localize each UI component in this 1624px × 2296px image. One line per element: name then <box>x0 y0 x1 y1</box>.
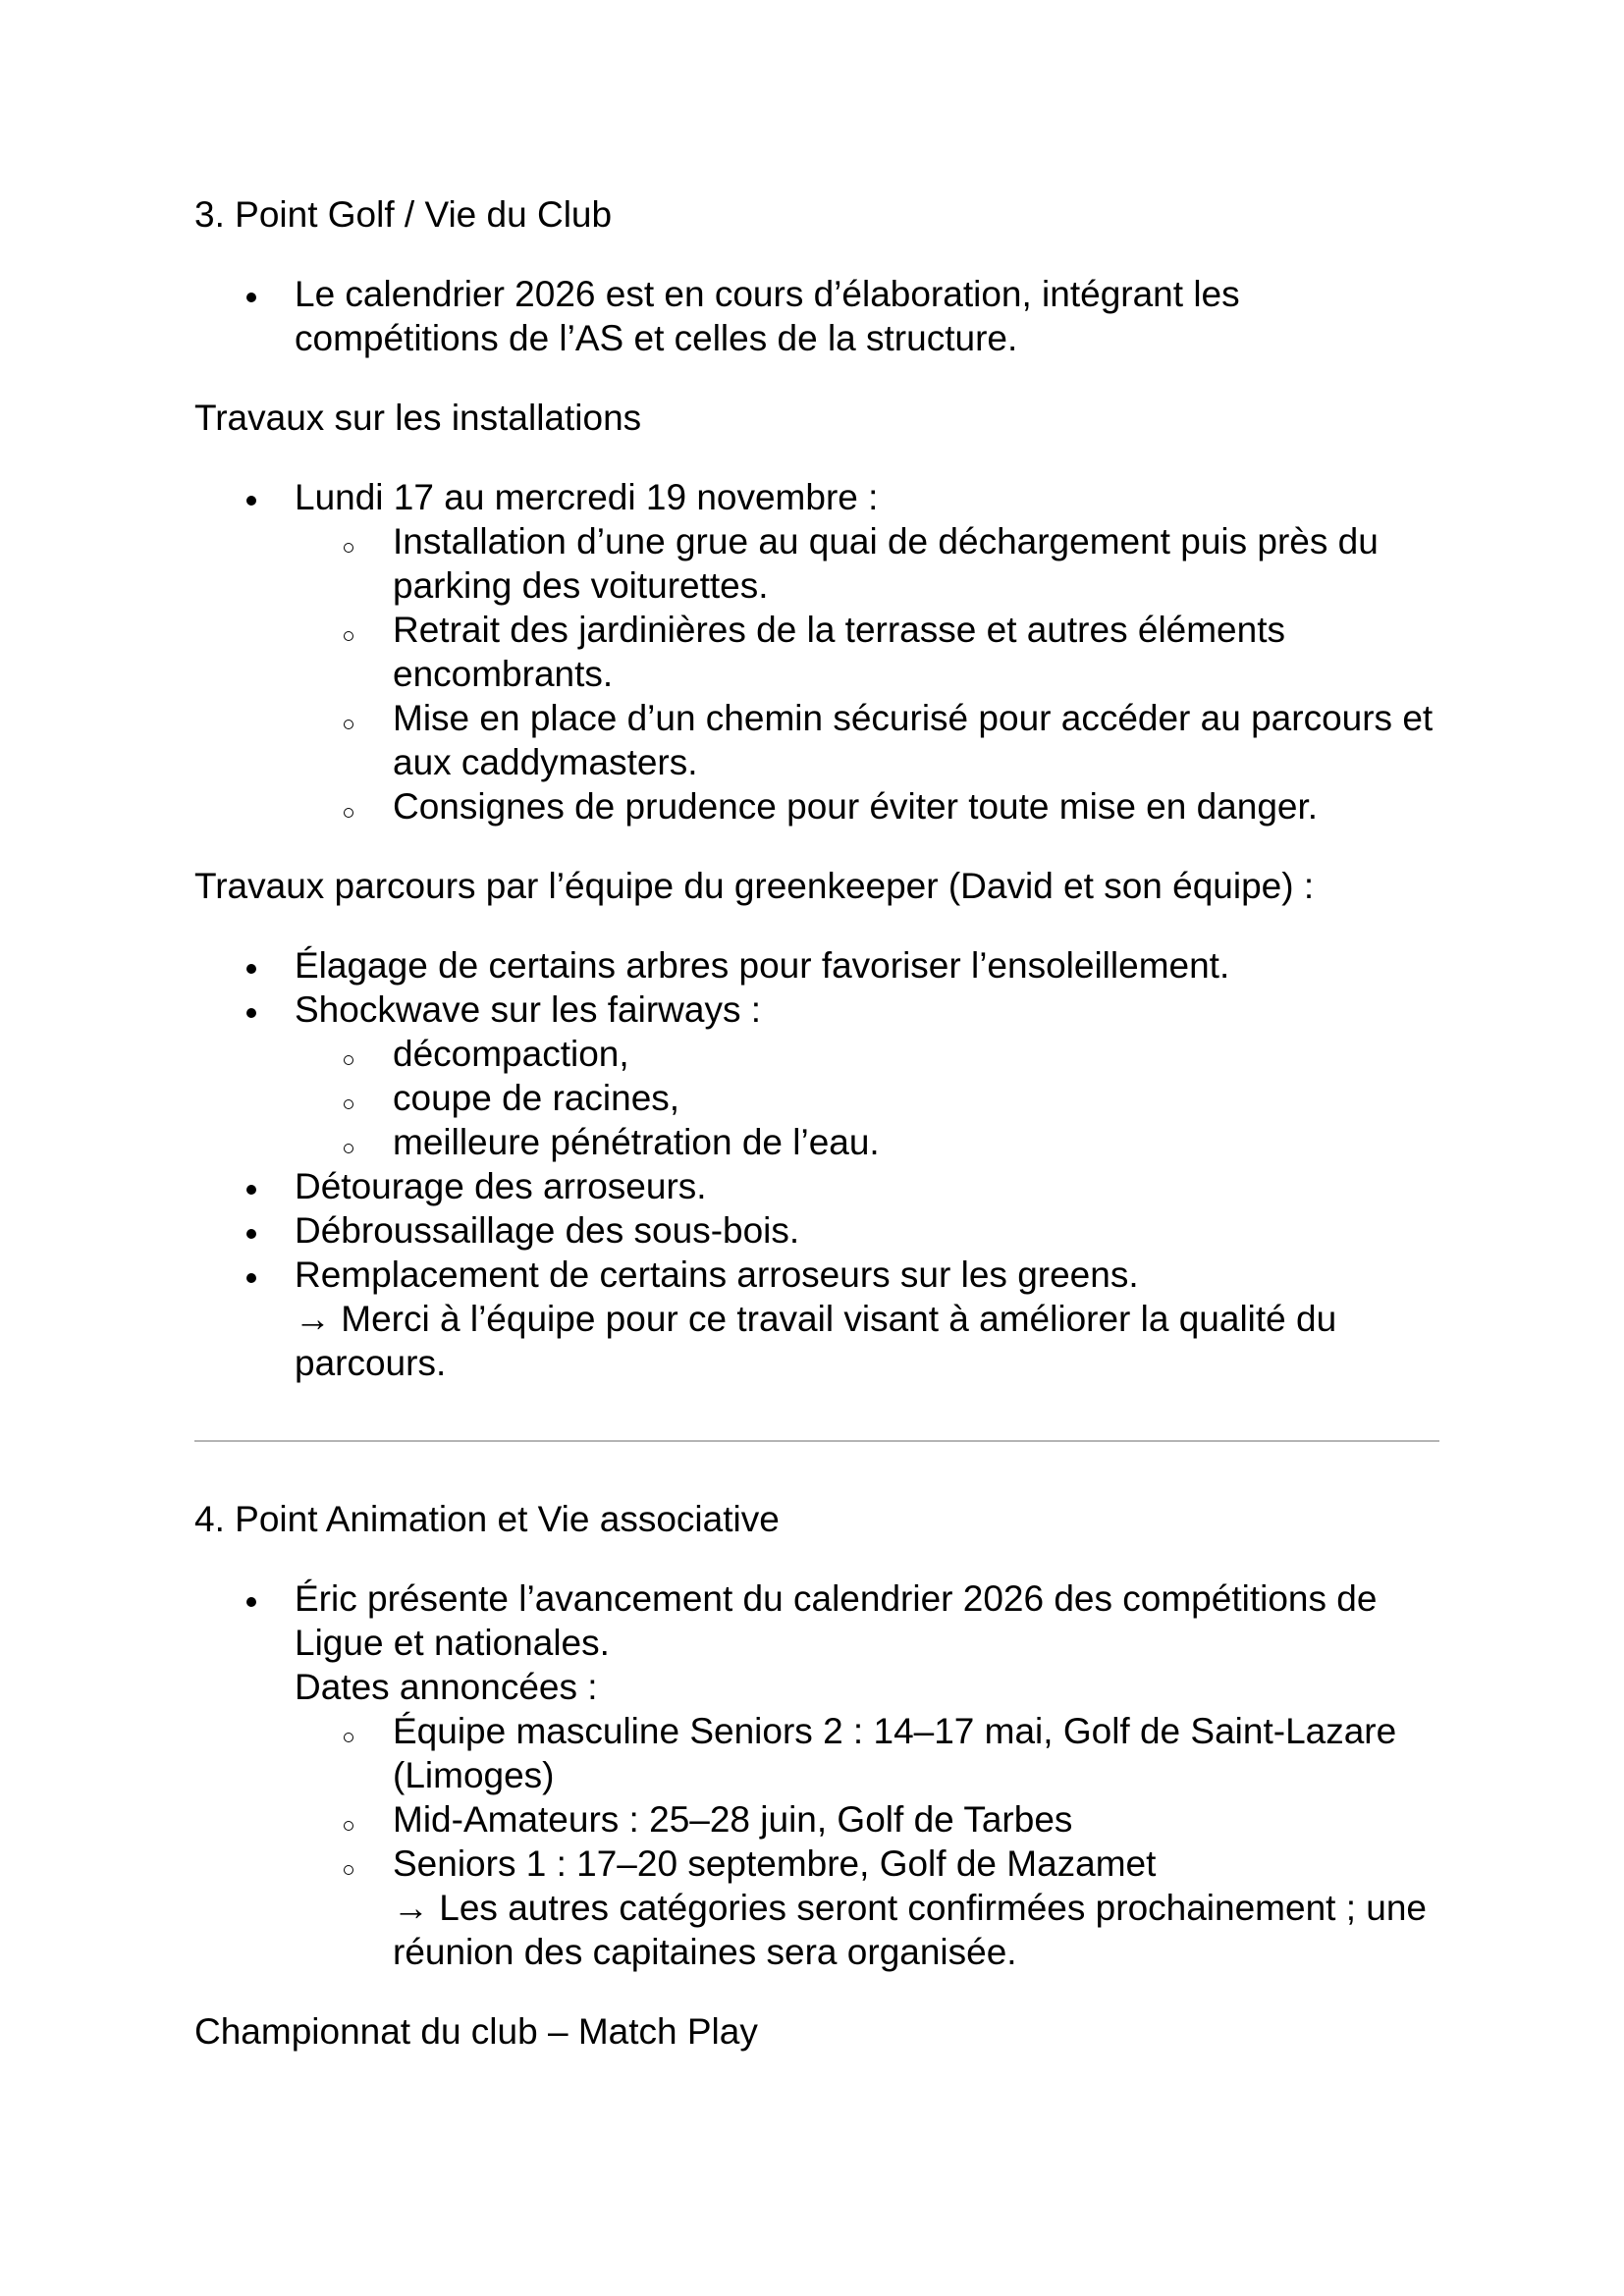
sub-list-item <box>196 519 1441 608</box>
sub-list-item-text: Mise en place d’un chemin sécurisé pour accéder au parcours et aux caddymasters. <box>393 698 1434 782</box>
section-3-title: 3. Point Golf / Vie du Club <box>194 194 613 235</box>
bullet-icon <box>246 964 256 974</box>
thanks-note: → Merci à l’équipe pour ce travail visant à améliorer la qualité du parcours. <box>295 1299 1337 1383</box>
bullet-icon <box>246 293 256 302</box>
list-item <box>194 272 1441 360</box>
list-item-text: Shockwave sur les fairways : <box>295 989 762 1030</box>
bullet-icon <box>246 1008 256 1018</box>
list-item-text: Éric présente l’avancement du calendrier 2026 des compétitions de Ligue et nationales. <box>295 1578 1378 1663</box>
match-play-heading: Championnat du club – Match Play <box>194 2011 758 2052</box>
hollow-bullet-icon <box>344 1099 353 1109</box>
hollow-bullet-icon <box>344 808 353 818</box>
list-item <box>194 988 1441 1164</box>
installations-list <box>194 475 1441 828</box>
sub-list-item-text: Consignes de prudence pour éviter toute mise en danger. <box>393 786 1319 827</box>
list-item-text: Élagage de certains arbres pour favoriser l’ensoleillement. <box>295 945 1230 986</box>
bullet-icon <box>246 1273 256 1283</box>
hollow-bullet-icon <box>344 631 353 641</box>
sub-list-item <box>196 1842 1441 1974</box>
sub-list <box>295 1032 1441 1164</box>
list-item-text: Lundi 17 au mercredi 19 novembre : <box>295 477 879 517</box>
sub-list-item-text: coupe de racines, <box>393 1078 680 1118</box>
sub-list <box>295 1709 1441 1974</box>
dates-label: Dates annoncées : <box>295 1667 598 1707</box>
sub-list-item-text: Équipe masculine Seniors 2 : 14–17 mai, Golf de Saint-Lazare (Limoges) <box>393 1711 1397 1795</box>
sub-list <box>295 519 1441 828</box>
bullet-icon <box>246 1229 256 1239</box>
list-item-text: Remplacement de certains arroseurs sur les greens. <box>295 1255 1139 1295</box>
list-item-text: Détourage des arroseurs. <box>295 1166 707 1206</box>
hollow-bullet-icon <box>344 1865 353 1875</box>
hollow-bullet-icon <box>344 1055 353 1065</box>
sub-list-item <box>196 784 1441 828</box>
list-item-text: Débroussaillage des sous-bois. <box>295 1210 800 1251</box>
section-4-title: 4. Point Animation et Vie associative <box>194 1499 780 1539</box>
sub-list-item <box>196 1709 1441 1797</box>
sub-list-item <box>196 696 1441 784</box>
sub-list-item <box>196 1076 1441 1120</box>
section-divider <box>194 1440 1439 1442</box>
sub-list-item <box>196 608 1441 696</box>
bullet-icon <box>246 1597 256 1607</box>
parcours-heading: Travaux parcours par l’équipe du greenkeeper (David et son équipe) : <box>194 866 1315 906</box>
sub-list-item-text: décompaction, <box>393 1034 629 1074</box>
sub-list-item-text: Mid-Amateurs : 25–28 juin, Golf de Tarbes <box>393 1799 1073 1840</box>
sub-list-item-text: Installation d’une grue au quai de déchargement puis près du parking des voiturettes. <box>393 521 1379 606</box>
list-item <box>194 475 1441 828</box>
installations-heading: Travaux sur les installations <box>194 398 642 438</box>
hollow-bullet-icon <box>344 720 353 729</box>
hollow-bullet-icon <box>344 1733 353 1742</box>
list-item <box>194 1253 1441 1385</box>
bullet-icon <box>246 1185 256 1195</box>
hollow-bullet-icon <box>344 1821 353 1831</box>
parcours-list <box>194 943 1441 1385</box>
section-4-list <box>194 1576 1441 1974</box>
section-3-intro-list <box>194 272 1441 360</box>
sub-list-item <box>196 1120 1441 1164</box>
list-item <box>194 1208 1441 1253</box>
sub-list-item-text: Seniors 1 : 17–20 septembre, Golf de Mazamet <box>393 1843 1157 1884</box>
sub-list-item <box>196 1032 1441 1076</box>
sub-list-item-text: meilleure pénétration de l’eau. <box>393 1122 880 1162</box>
sub-list-item <box>196 1797 1441 1842</box>
followup-note: → Les autres catégories seront confirmées prochainement ; une réunion des capitaines sera organisée. <box>393 1888 1428 1972</box>
hollow-bullet-icon <box>344 543 353 553</box>
document-page <box>194 192 1441 2054</box>
list-item <box>194 943 1441 988</box>
hollow-bullet-icon <box>344 1144 353 1153</box>
sub-list-item-text: Retrait des jardinières de la terrasse et autres éléments encombrants. <box>393 610 1285 694</box>
list-item <box>194 1576 1441 1974</box>
bullet-icon <box>246 496 256 506</box>
list-item-text: Le calendrier 2026 est en cours d’élaboration, intégrant les compétitions de l’AS et celles de la structure. <box>295 274 1240 358</box>
list-item <box>194 1164 1441 1208</box>
